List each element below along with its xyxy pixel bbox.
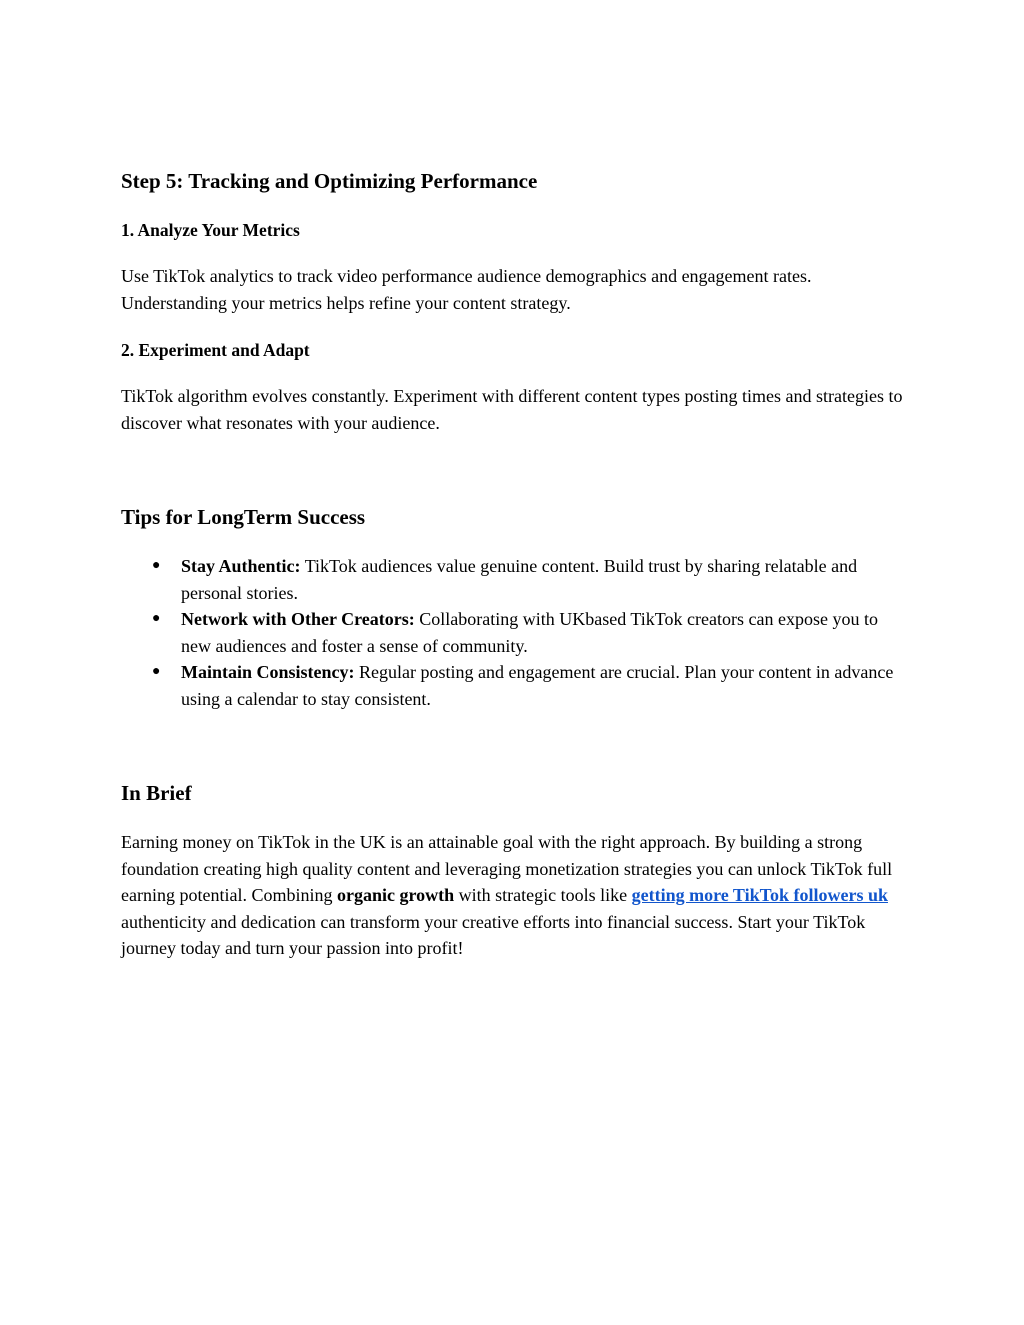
tips-heading: Tips for LongTerm Success (121, 505, 366, 529)
tip-text: Collaborating with UKbased TikTok creators can expose you to new audiences and foster a sense of community. (181, 609, 878, 656)
bullet-icon: ● (152, 611, 161, 626)
brief-bold-text: organic growth (336, 885, 455, 905)
bullet-icon: ● (152, 664, 161, 679)
bullet-icon: ● (152, 558, 161, 573)
list-item (121, 553, 911, 606)
tip-text: TikTok audiences value genuine content. Build trust by sharing relatable and personal stories. (181, 556, 858, 603)
experiment-adapt-paragraph: TikTok algorithm evolves constantly. Experiment with different content types posting times and strategies to discover what resonates with your audience. (121, 386, 903, 433)
list-item (121, 659, 911, 712)
experiment-adapt-heading: 2. Experiment and Adapt (121, 340, 310, 360)
analyze-metrics-paragraph: Use TikTok analytics to track video performance audience demographics and engagement rates. Understanding your metrics helps refine your content strategy. (121, 266, 812, 313)
step5-heading: Step 5: Tracking and Optimizing Performance (121, 169, 538, 193)
tiktok-followers-link[interactable]: getting more TikTok followers uk (631, 885, 888, 905)
in-brief-heading: In Brief (121, 781, 192, 805)
in-brief-paragraph (121, 829, 911, 962)
tip-text: Regular posting and engagement are crucial. Plan your content in advance using a calendar to stay consistent. (181, 662, 894, 709)
brief-text-3: authenticity and dedication can transform your creative efforts into financial success. Start your TikTok journey today and turn your passion into profit! (121, 911, 866, 958)
tips-list (121, 553, 911, 712)
tip-label: Maintain Consistency: (181, 662, 355, 682)
tip-label: Stay Authentic: (181, 556, 301, 576)
brief-text-1: Earning money on TikTok in the UK is an attainable goal with the right approach. By building a strong foundation creating high quality content and leveraging monetization strategies you can unlock TikTok full earning potential. Combining (121, 832, 893, 905)
list-item (121, 606, 911, 659)
brief-text-2: with strategic tools like (454, 885, 632, 905)
tip-label: Network with Other Creators: (181, 609, 415, 629)
analyze-metrics-heading: 1. Analyze Your Metrics (121, 220, 300, 240)
